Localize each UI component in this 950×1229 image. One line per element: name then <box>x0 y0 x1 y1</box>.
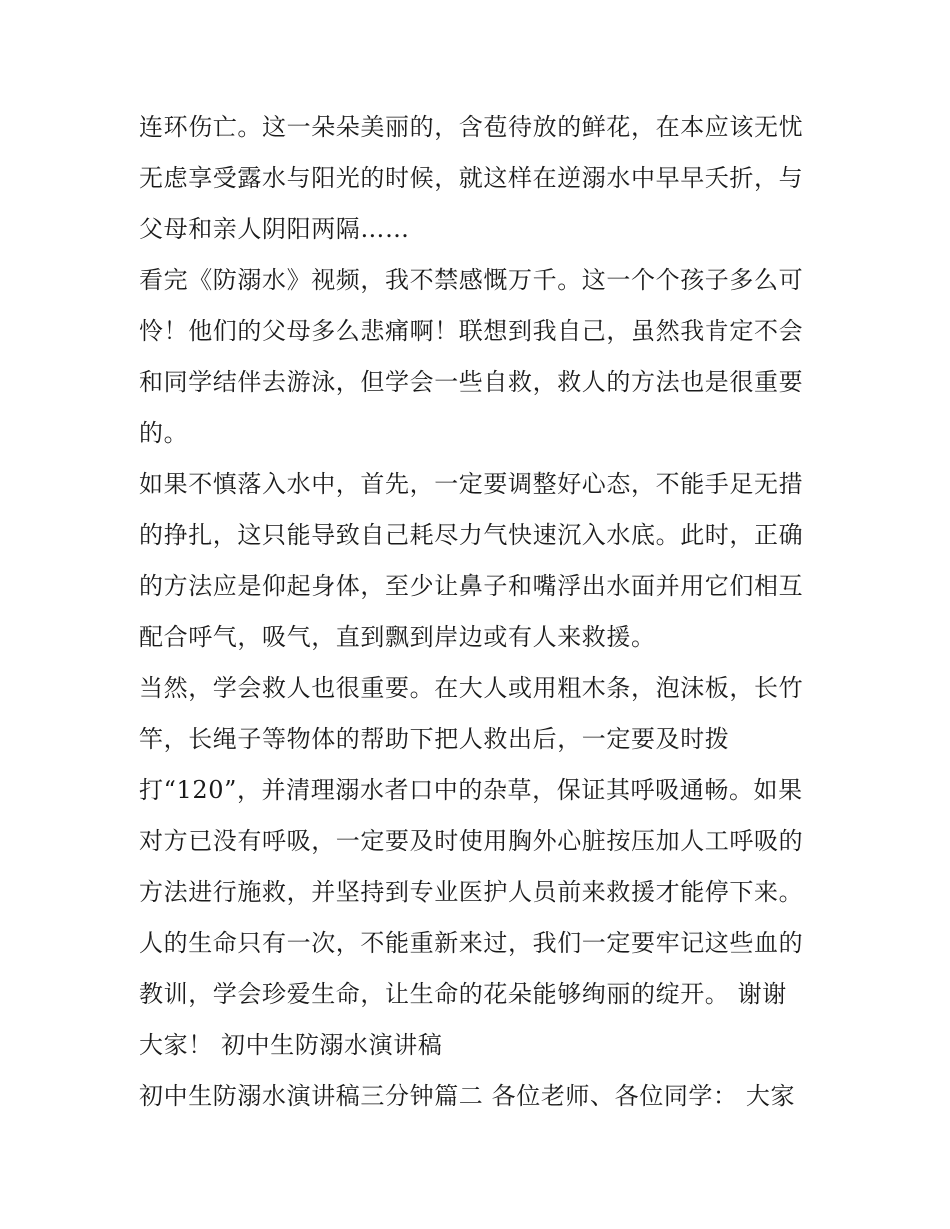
text-line: 怜！他们的父母多么悲痛啊！联想到我自己，虽然我肯定不会 <box>139 317 804 345</box>
text-line: 配合呼气，吸气，直到飘到岸边或有人来救援。 <box>139 623 656 651</box>
text-line: 连环伤亡。这一朵朵美丽的，含苞待放的鲜花，在本应该无忧 <box>139 113 804 141</box>
text-line: 初中生防溺水演讲稿三分钟篇二 各位老师、各位同学： 大家 <box>139 1082 796 1110</box>
text-line: 对方已没有呼吸，一定要及时使用胸外心脏按压加人工呼吸的 <box>139 827 804 855</box>
text-line: 大家！ 初中生防溺水演讲稿 <box>139 1031 443 1059</box>
text-line: 竿，长绳子等物体的帮助下把人救出后，一定要及时拨 <box>139 725 730 753</box>
text-line: 的挣扎，这只能导致自己耗尽力气快速沉入水底。此时，正确 <box>139 521 804 549</box>
text-line: 当然，学会救人也很重要。在大人或用粗木条，泡沫板，长竹 <box>139 674 804 702</box>
text-line: 如果不慎落入水中，首先，一定要调整好心态，不能手足无措 <box>139 470 804 498</box>
document-body <box>139 102 819 1122</box>
text-line: 的。 <box>139 419 189 447</box>
text-line: 和同学结伴去游泳，但学会一些自救，救人的方法也是很重要 <box>139 368 804 396</box>
text-line: 看完《防溺水》视频，我不禁感慨万千。这一个个孩子多么可 <box>139 266 804 294</box>
text-line: 的方法应是仰起身体，至少让鼻子和嘴浮出水面并用它们相互 <box>139 572 804 600</box>
text-line: 无虑享受露水与阳光的时候，就这样在逆溺水中早早夭折，与 <box>139 164 804 192</box>
text-line: 打“120”，并清理溺水者口中的杂草，保证其呼吸通畅。如果 <box>139 776 803 804</box>
text-line: 方法进行施救，并坚持到专业医护人员前来救援才能停下来。 <box>139 878 804 906</box>
text-line: 教训，学会珍爱生命，让生命的花朵能够绚丽的绽开。 谢谢 <box>139 980 787 1008</box>
text-line: 父母和亲人阴阳两隔…… <box>139 215 410 243</box>
text-line: 人的生命只有一次，不能重新来过，我们一定要牢记这些血的 <box>139 929 804 957</box>
